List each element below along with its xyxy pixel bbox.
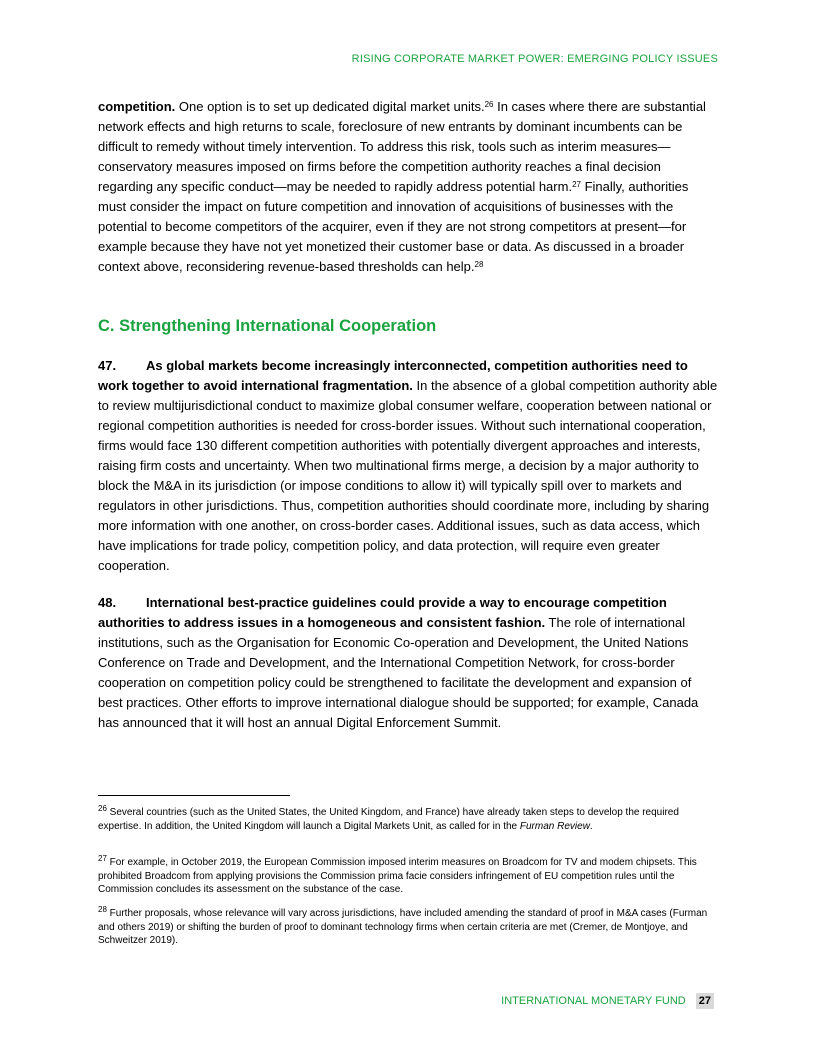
running-footer xyxy=(501,993,714,1009)
lead-bold-text: International best-practice guidelines could provide a way to encourage competition authorities to address issues in a homogeneous and consistent fashion. xyxy=(98,595,667,630)
page-number: 27 xyxy=(696,993,714,1009)
footnote-number: 28 xyxy=(98,905,107,914)
footnote-text-tail: . xyxy=(589,820,593,832)
paragraph-text: In cases where there are substantial network effects and high returns to scale, foreclosure of new entrants by dominant incumbents can be difficult to remedy without timely intervention. To address this risk, tools such as interim measures—conservatory measures imposed on firms before the competition authority reaches a final decision regarding any specific conduct—may be needed to rapidly address potential harm. xyxy=(98,99,706,194)
footnote-number: 27 xyxy=(98,854,107,863)
footnote-26 xyxy=(98,806,718,833)
running-header: RISING CORPORATE MARKET POWER: EMERGING POLICY ISSUES xyxy=(351,53,718,65)
continued-paragraph xyxy=(98,97,718,277)
section-heading: C. Strengthening International Cooperation xyxy=(98,317,437,335)
paragraph-text: One option is to set up dedicated digital market units. xyxy=(175,99,485,114)
paragraph-text: Finally, authorities must consider the impact on future competition and innovation of acquisitions of businesses with the potential to become competitors of the acquirer, even if they are not strong competitors at present—for example because they have not yet monetized their customer base or data. As discussed in a broader context above, reconsidering revenue-based thresholds can help. xyxy=(98,179,689,274)
paragraph-text: The role of international institutions, such as the Organisation for Economic Co-operation and Development, the United Nations Conference on Trade and Development, and the International Competition Network, for cross-border cooperation on competition policy could be strengthened to facilitate the development and expansion of best practices. Other efforts to improve international dialogue should be supported; for example, Canada has announced that it will host an annual Digital Enforcement Summit. xyxy=(98,615,699,730)
footnote-28 xyxy=(98,907,718,948)
paragraph-48 xyxy=(98,593,718,733)
footnote-italic-title: Furman Review xyxy=(519,820,590,832)
lead-bold-text: As global markets become increasingly interconnected, competition authorities need to work together to avoid international fragmentation. xyxy=(98,358,688,393)
footnote-ref-26[interactable]: 26 xyxy=(484,100,494,109)
lead-bold-text: competition. xyxy=(98,99,176,114)
paragraph-text: In the absence of a global competition authority able to review multijurisdictional conduct to maximize global consumer welfare, cooperation between national or regional competition authorities is needed for cross-border issues. Without such international cooperation, firms would face 130 different competition authorities with potentially divergent approaches and interests, raising firm costs and uncertainty. When two multinational firms merge, a decision by a major authority to block the M&A in its jurisdiction (or impose conditions to allow it) will typically spill over to markets and regulators in other jurisdictions. Thus, competition authorities should coordinate more, including by sharing more information with one another, on cross-border cases. Additional issues, such as data access, which have implications for trade policy, competition policy, and data protection, will require even greater cooperation. xyxy=(98,378,718,573)
footnote-ref-28[interactable]: 28 xyxy=(474,260,484,269)
footnote-number: 26 xyxy=(98,804,107,813)
paragraph-47 xyxy=(98,356,718,576)
footer-organization: INTERNATIONAL MONETARY FUND xyxy=(501,995,686,1007)
paragraph-number: 47. xyxy=(98,358,117,373)
footnote-text: Further proposals, whose relevance will vary across jurisdictions, have included amending the standard of proof in M&A cases (Furman and others 2019) or shifting the burden of proof to dominant technology firms when certain criteria are met (Cremer, de Montjoye, and Schweitzer 2019). xyxy=(98,908,708,947)
footnote-text: For example, in October 2019, the European Commission imposed interim measures on Broadcom for TV and modem chipsets. This prohibited Broadcom from applying provisions the Commission prima facie considers infringement of EU competition rules until the Commission concludes its assessment on the substance of the case. xyxy=(98,857,697,896)
footnote-ref-27[interactable]: 27 xyxy=(572,180,581,189)
paragraph-number: 48. xyxy=(98,595,117,610)
footnote-divider xyxy=(98,795,290,796)
footnote-text: Several countries (such as the United States, the United Kingdom, and France) have already taken steps to develop the required expertise. In addition, the United Kingdom will launch a Digital Markets Unit, as called for in the xyxy=(98,807,679,832)
footnote-27 xyxy=(98,856,718,897)
